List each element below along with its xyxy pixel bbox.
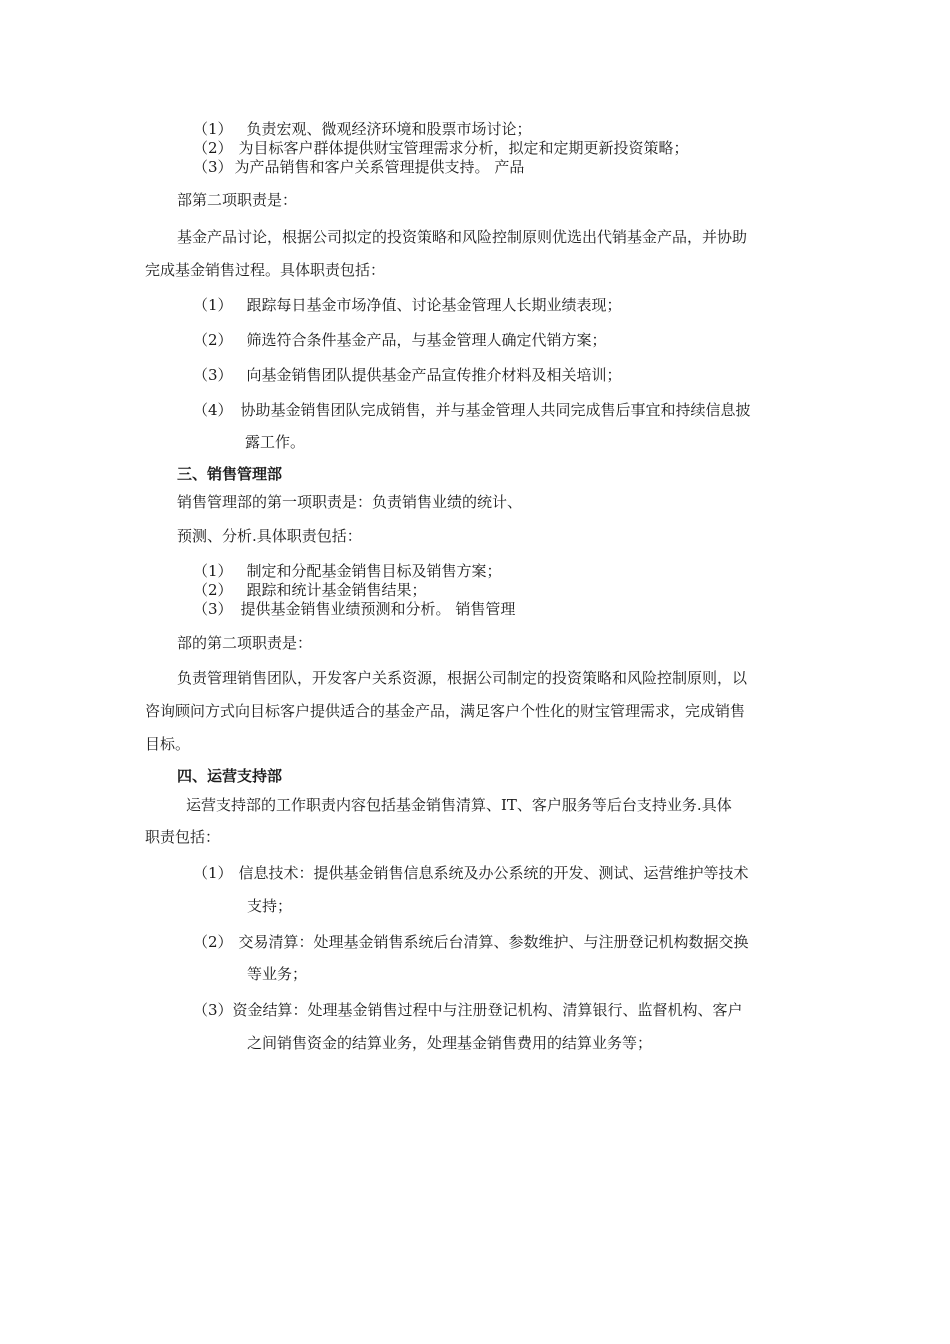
list-number: （1）	[193, 864, 233, 882]
list-number: （2）	[193, 933, 233, 951]
paragraph-line: 目标。	[145, 735, 191, 753]
list-text: 负责宏观、微观经济环境和股票市场讨论；	[246, 120, 532, 138]
list-number: （4）	[193, 401, 233, 419]
paragraph-line: 运营支持部的工作职责内容包括基金销售清算、IT、客户服务等后台支持业务.具体	[186, 796, 732, 814]
list-text: 为目标客户群体提供财宝管理需求分析，拟定和定期更新投资策略；	[238, 139, 689, 157]
list-text: 提供基金销售业绩预测和分析。 销售管理	[240, 600, 516, 618]
list-text: 资金结算：处理基金销售过程中与注册登记机构、清算银行、监督机构、客户	[232, 1001, 743, 1019]
list-number: （3）	[193, 1001, 233, 1019]
list-number: （2）	[193, 139, 233, 157]
list-item	[193, 602, 515, 617]
list-item	[193, 122, 532, 137]
list-number: （2）	[193, 581, 233, 599]
list-number: （3）	[193, 158, 233, 176]
list-item	[193, 141, 689, 156]
list-number: （2）	[193, 331, 233, 349]
list-item	[193, 368, 622, 383]
paragraph-line: 基金产品讨论，根据公司拟定的投资策略和风险控制原则优选出代销基金产品，并协助	[177, 228, 748, 246]
paragraph-line: 负责管理销售团队，开发客户关系资源，根据公司制定的投资策略和风险控制原则，以	[177, 669, 748, 687]
duty-label: 部的第二项职责是：	[177, 634, 313, 652]
paragraph-line: 预测、分析.具体职责包括：	[177, 527, 362, 545]
list-text: 交易清算：处理基金销售系统后台清算、参数维护、与注册登记机构数据交换	[238, 933, 749, 951]
list-text-continuation: 露工作。	[245, 433, 306, 451]
paragraph-line: 职责包括：	[145, 828, 221, 846]
list-item	[193, 298, 622, 313]
paragraph-line: 完成基金销售过程。具体职责包括：	[145, 261, 386, 279]
list-item	[193, 866, 749, 881]
list-text-continuation: 之间销售资金的结算业务，处理基金销售费用的结算业务等；	[247, 1034, 653, 1052]
section-heading: 三、销售管理部	[177, 465, 283, 483]
list-text: 向基金销售团队提供基金产品宣传推介材料及相关培训；	[246, 366, 622, 384]
paragraph-line: 销售管理部的第一项职责是：负责销售业绩的统计、	[177, 493, 523, 511]
list-text: 协助基金销售团队完成销售，并与基金管理人共同完成售后事宜和持续信息披	[240, 401, 751, 419]
list-number: （1）	[193, 296, 233, 314]
list-number: （3）	[193, 366, 233, 384]
paragraph-line: 咨询顾问方式向目标客户提供适合的基金产品，满足客户个性化的财宝管理需求，完成销售	[145, 702, 746, 720]
list-text: 为产品销售和客户关系管理提供支持。 产品	[234, 158, 525, 176]
list-text: 制定和分配基金销售目标及销售方案；	[246, 562, 502, 580]
list-text: 跟踪和统计基金销售结果；	[246, 581, 427, 599]
list-text: 信息技术：提供基金销售信息系统及办公系统的开发、测试、运营维护等技术	[238, 864, 749, 882]
list-item	[193, 583, 427, 598]
list-item	[193, 333, 607, 348]
list-number: （1）	[193, 562, 233, 580]
section-heading: 四、运营支持部	[177, 767, 283, 785]
duty-label: 部第二项职责是：	[177, 191, 298, 209]
list-text-continuation: 支持；	[247, 897, 293, 915]
list-text: 筛选符合条件基金产品，与基金管理人确定代销方案；	[246, 331, 607, 349]
list-item	[193, 935, 749, 950]
list-number: （1）	[193, 120, 233, 138]
list-item	[193, 403, 751, 418]
list-text: 跟踪每日基金市场净值、讨论基金管理人长期业绩表现；	[246, 296, 622, 314]
list-item	[193, 564, 502, 579]
list-item	[193, 160, 524, 175]
list-text-continuation: 等业务；	[247, 965, 308, 983]
list-number: （3）	[193, 600, 233, 618]
list-item	[193, 1003, 743, 1018]
